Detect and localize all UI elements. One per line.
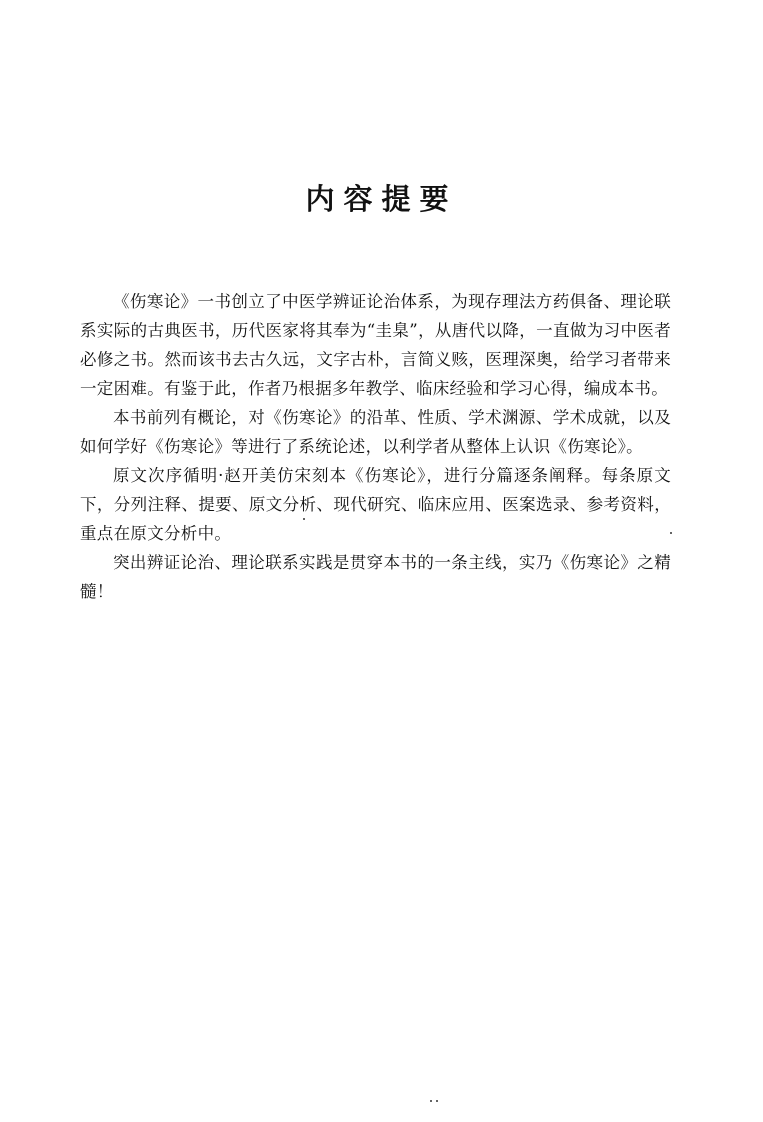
paragraph-main-thread: 突出辨证论治、理论联系实践是贯穿本书的一条主线，实乃《伤寒论》之精髓！ <box>80 553 671 601</box>
scan-speck <box>430 1100 432 1102</box>
scan-speck <box>436 1100 438 1102</box>
summary-body <box>80 287 671 606</box>
paragraph-text-order: 原文次序循明·赵开美仿宋刻本《伤寒论》，进行分篇逐条阐释。每条原文下，分列注释、提要、原文分析、现代研究、临床应用、医案选录、参考资料，重点在原文分析中。 <box>80 466 671 543</box>
page-title: 内容提要 <box>305 182 458 217</box>
paragraph-overview: 《伤寒论》一书创立了中医学辨证论治体系，为现存理法方药俱备、理论联系实际的古典医书，历代医家将其奉为“圭臬”，从唐代以降，一直做为习中医者必修之书。然而该书去古久远，文字古朴，言简义赅，医理深奥，给学习者带来一定困难。有鉴于此，作者乃根据多年教学、临床经验和学习心得，编成本书。 <box>80 292 671 398</box>
scan-speck <box>303 518 305 520</box>
scan-speck <box>670 532 672 534</box>
paragraph-introduction: 本书前列有概论，对《伤寒论》的沿革、性质、学术渊源、学术成就，以及如何学好《伤寒论》等进行了系统论述，以利学者从整体上认识《伤寒论》。 <box>80 408 671 456</box>
